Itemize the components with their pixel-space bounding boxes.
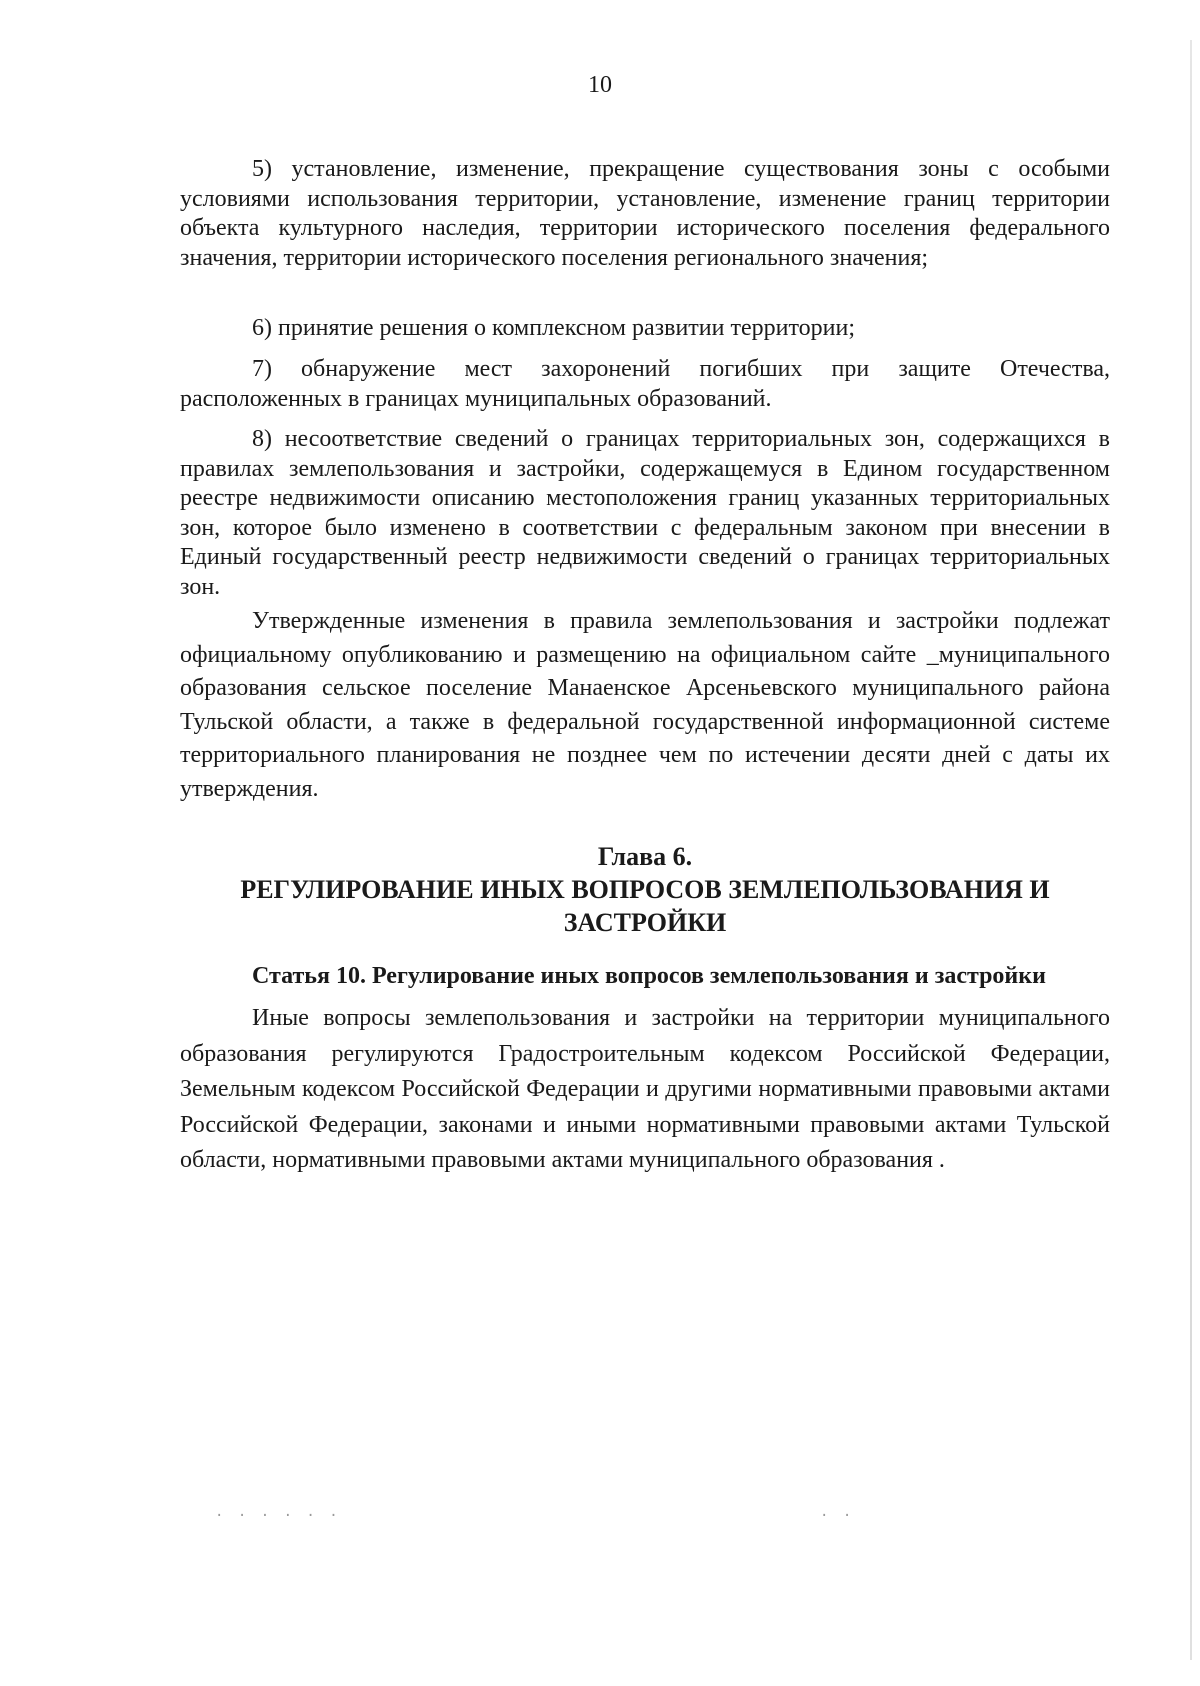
article-paragraph: Иные вопросы землепользования и застройки на территории муниципального образования регулируются Градостроительным кодексом Российской Федерации, Земельным кодексом Российской Федерации и другими нормативными правовыми актами Российской Федерации, законами и иными нормативными правовыми актами Тульской области, нормативными правовыми актами муниципального образования . [180,1005,1110,1173]
chapter-label: Глава 6. [597,842,693,871]
page-number: 10 [588,72,612,98]
scan-noise: · · [820,1508,855,1524]
chapter-heading [180,840,1110,939]
list-item-6: 6) принятие решения о комплексном развитии территории; [252,315,855,341]
list-item-5: 5) установление, изменение, прекращение существования зоны с особыми условиями использования территории, установление, изменение границ территории объекта культурного наследия, территории исторического поселения федерального значения, территории исторического поселения регионального значения; [180,156,1110,271]
scan-edge-shadow [1190,40,1192,1660]
chapter-title: РЕГУЛИРОВАНИЕ ИНЫХ ВОПРОСОВ ЗЕМЛЕПОЛЬЗОВАНИЯ И ЗАСТРОЙКИ [240,875,1050,937]
scan-noise: · · · · · · [215,1508,341,1524]
article-heading: Статья 10. Регулирование иных вопросов землепользования и застройки [252,963,1046,989]
list-item-7: 7) обнаружение мест захоронений погибших при защите Отечества, расположенных в границах муниципальных образований. [180,356,1110,412]
list-item-8: 8) несоответствие сведений о границах территориальных зон, содержащихся в правилах землепользования и застройки, содержащемуся в Едином государственном реестре недвижимости описанию местоположения границ указанных территориальных зон, которое было изменено в соответствии с федеральным законом при внесении в Единый государственный реестр недвижимости сведений о границах территориальных зон. [180,426,1110,600]
publication-paragraph: Утвержденные изменения в правила землепользования и застройки подлежат официальному опубликованию и размещению на официальном сайте _муниципального образования сельское поселение Манаенское Арсеньевского муниципального района Тульской области, а также в федеральной государственной информационной системе территориального планирования не позднее чем по истечении десяти дней с даты их утверждения. [180,608,1110,802]
